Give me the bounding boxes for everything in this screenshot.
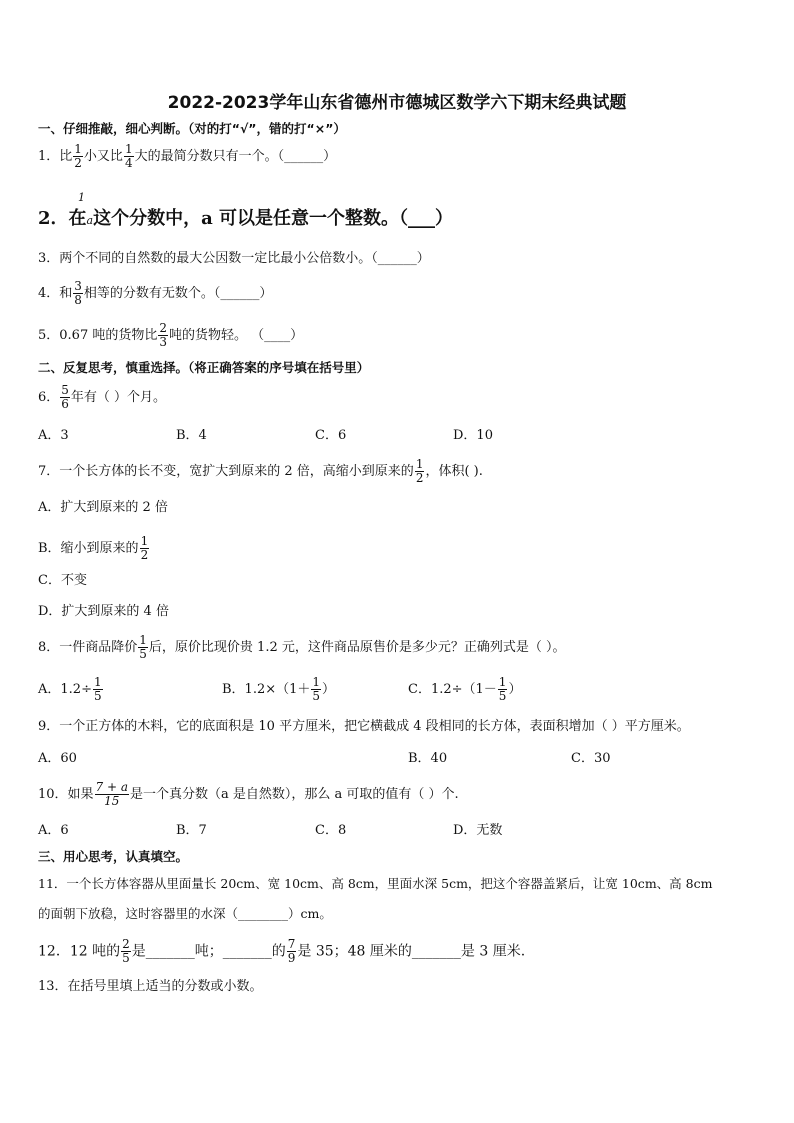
- numerator: 1: [140, 534, 149, 548]
- numerator: 1: [139, 633, 147, 647]
- q1-text-c: 大的最简分数只有一个。（______）: [134, 149, 337, 164]
- denominator: 3: [159, 335, 167, 349]
- fraction: [95, 781, 129, 808]
- q7-option-a: A．扩大到原来的 2 倍: [38, 500, 168, 515]
- q2-text-a: 2．在: [38, 208, 87, 229]
- numerator: 1: [124, 142, 133, 156]
- question-5: [38, 322, 303, 349]
- fraction: [287, 938, 297, 965]
- q9-option-b: B．40: [408, 751, 448, 766]
- denominator: 2: [74, 156, 82, 170]
- q2-superscript: 1: [78, 191, 85, 204]
- denominator: 5: [122, 951, 130, 965]
- fraction: [73, 280, 83, 307]
- section-3-heading: 三、用心思考，认真填空。: [38, 849, 189, 864]
- question-6: [38, 384, 166, 411]
- q8-option-c: [408, 676, 521, 703]
- denominator: 8: [74, 293, 82, 307]
- q6-option-c: C．6: [315, 428, 347, 443]
- q10-text-b: 是一个真分数（a 是自然数），那么 a 可取的值有（ ）个.: [130, 787, 459, 802]
- fraction: [124, 143, 134, 170]
- q12-text-a: 12．12 吨的: [38, 943, 121, 960]
- q9-option-c: C．30: [571, 751, 611, 766]
- numerator: 7: [287, 937, 296, 951]
- numerator: 7 + a: [95, 780, 129, 794]
- q1-text-b: 小又比: [83, 149, 123, 164]
- denominator: 5: [498, 689, 507, 703]
- denominator: 6: [61, 397, 69, 411]
- denominator: 2: [415, 471, 424, 485]
- q8-option-b-close: ）: [322, 682, 336, 697]
- q6-text-a: 6．: [38, 390, 60, 405]
- question-11-line-1: 11．一个长方体容器从里面量长 20cm、宽 10cm、高 8cm，里面水深 5cm，把这个容器盖紧后，让宽 10cm、高 8cm: [38, 876, 713, 891]
- section-1-heading: 一、仔细推敲，细心判断。（对的打“√”，错的打“×”）: [38, 121, 346, 136]
- question-13: 13．在括号里填上适当的分数或小数。: [38, 979, 263, 994]
- denominator: 15: [104, 794, 120, 808]
- question-2: [38, 208, 453, 232]
- question-7: [38, 458, 483, 485]
- q6-text-b: 年有（ ）个月。: [70, 390, 167, 405]
- page-title: 2022-2023学年山东省德州市德城区数学六下期末经典试题: [167, 93, 627, 113]
- q4-text-a: 4．和: [38, 286, 73, 301]
- q8-text-b: 后，原价比现价贵 1.2 元，这件商品原售价是多少元？正确列式是（ ）。: [148, 640, 566, 655]
- q7-text-a: 7．一个长方体的长不变，宽扩大到原来的 2 倍，高缩小到原来的: [38, 464, 414, 479]
- q7-option-b: [38, 535, 150, 562]
- denominator: 9: [287, 951, 296, 965]
- fraction: [73, 143, 83, 170]
- fraction: [121, 938, 131, 965]
- question-12: [38, 938, 525, 965]
- q10-option-d: D．无数: [453, 823, 503, 838]
- fraction: [498, 676, 508, 703]
- question-9: 9．一个正方体的木料，它的底面积是 10 平方厘米，把它横截成 4 段相同的长方体，表面积增加（ ）平方厘米。: [38, 719, 690, 734]
- fraction: [311, 676, 321, 703]
- q7-option-c: C．不变: [38, 573, 87, 588]
- q8-option-a-text: A．1.2÷: [38, 682, 92, 697]
- q10-option-b: B．7: [176, 823, 207, 838]
- question-11-line-2: 的面朝下放稳，这时容器里的水深（________）cm。: [38, 906, 332, 921]
- q6-option-d: D．10: [453, 428, 493, 443]
- question-3: 3．两个不同的自然数的最大公因数一定比最小公倍数小。（______）: [38, 251, 430, 266]
- numerator: 5: [61, 383, 69, 397]
- q7-option-d: D．扩大到原来的 4 倍: [38, 604, 169, 619]
- numerator: 1: [498, 675, 507, 689]
- q8-option-b: [222, 676, 335, 703]
- q2-text-b: 这个分数中，a 可以是任意一个整数。（___）: [93, 208, 454, 229]
- question-8: [38, 634, 566, 661]
- q8-option-c-close: ）: [508, 682, 522, 697]
- fraction: [140, 535, 150, 562]
- q10-option-c: C．8: [315, 823, 347, 838]
- numerator: 1: [93, 675, 102, 689]
- denominator: 2: [140, 548, 149, 562]
- q10-option-a: A．6: [38, 823, 69, 838]
- q7-text-b: ，体积( ).: [425, 464, 483, 479]
- fraction: [93, 676, 103, 703]
- numerator: 2: [159, 321, 167, 335]
- q6-option-b: B．4: [176, 428, 207, 443]
- fraction: [158, 322, 168, 349]
- q6-option-a: A．3: [38, 428, 69, 443]
- q12-text-c: 是 35；48 厘米的_______是 3 厘米.: [297, 943, 526, 960]
- q9-option-a: A．60: [38, 751, 77, 766]
- q2-variable: a: [86, 214, 94, 227]
- section-2-heading: 二、反复思考，慎重选择。（将正确答案的序号填在括号里）: [38, 360, 370, 375]
- q4-text-b: 相等的分数有无数个。（______）: [83, 286, 273, 301]
- numerator: 3: [74, 279, 82, 293]
- numerator: 1: [312, 675, 321, 689]
- q10-text-a: 10．如果: [38, 787, 94, 802]
- question-10: [38, 781, 459, 808]
- fraction: [415, 458, 425, 485]
- numerator: 1: [415, 457, 424, 471]
- denominator: 4: [124, 156, 133, 170]
- q5-text-b: 吨的货物轻。 （____）: [169, 328, 304, 343]
- denominator: 5: [139, 647, 147, 661]
- denominator: 5: [93, 689, 102, 703]
- q8-option-a: [38, 676, 104, 703]
- numerator: 2: [122, 937, 130, 951]
- numerator: 1: [74, 142, 82, 156]
- question-4: [38, 280, 272, 307]
- denominator: 5: [312, 689, 321, 703]
- fraction: [60, 384, 70, 411]
- q1-text-a: 1．比: [38, 149, 73, 164]
- q8-option-c-text: C．1.2÷（1－: [408, 682, 497, 697]
- question-1: [38, 143, 336, 170]
- q8-text-a: 8．一件商品降价: [38, 640, 138, 655]
- q7-option-b-text: B．缩小到原来的: [38, 541, 139, 556]
- q5-text-a: 5．0.67 吨的货物比: [38, 328, 158, 343]
- fraction: [138, 634, 148, 661]
- q12-text-b: 是_______吨；_______的: [131, 943, 286, 960]
- q8-option-b-text: B．1.2×（1＋: [222, 682, 311, 697]
